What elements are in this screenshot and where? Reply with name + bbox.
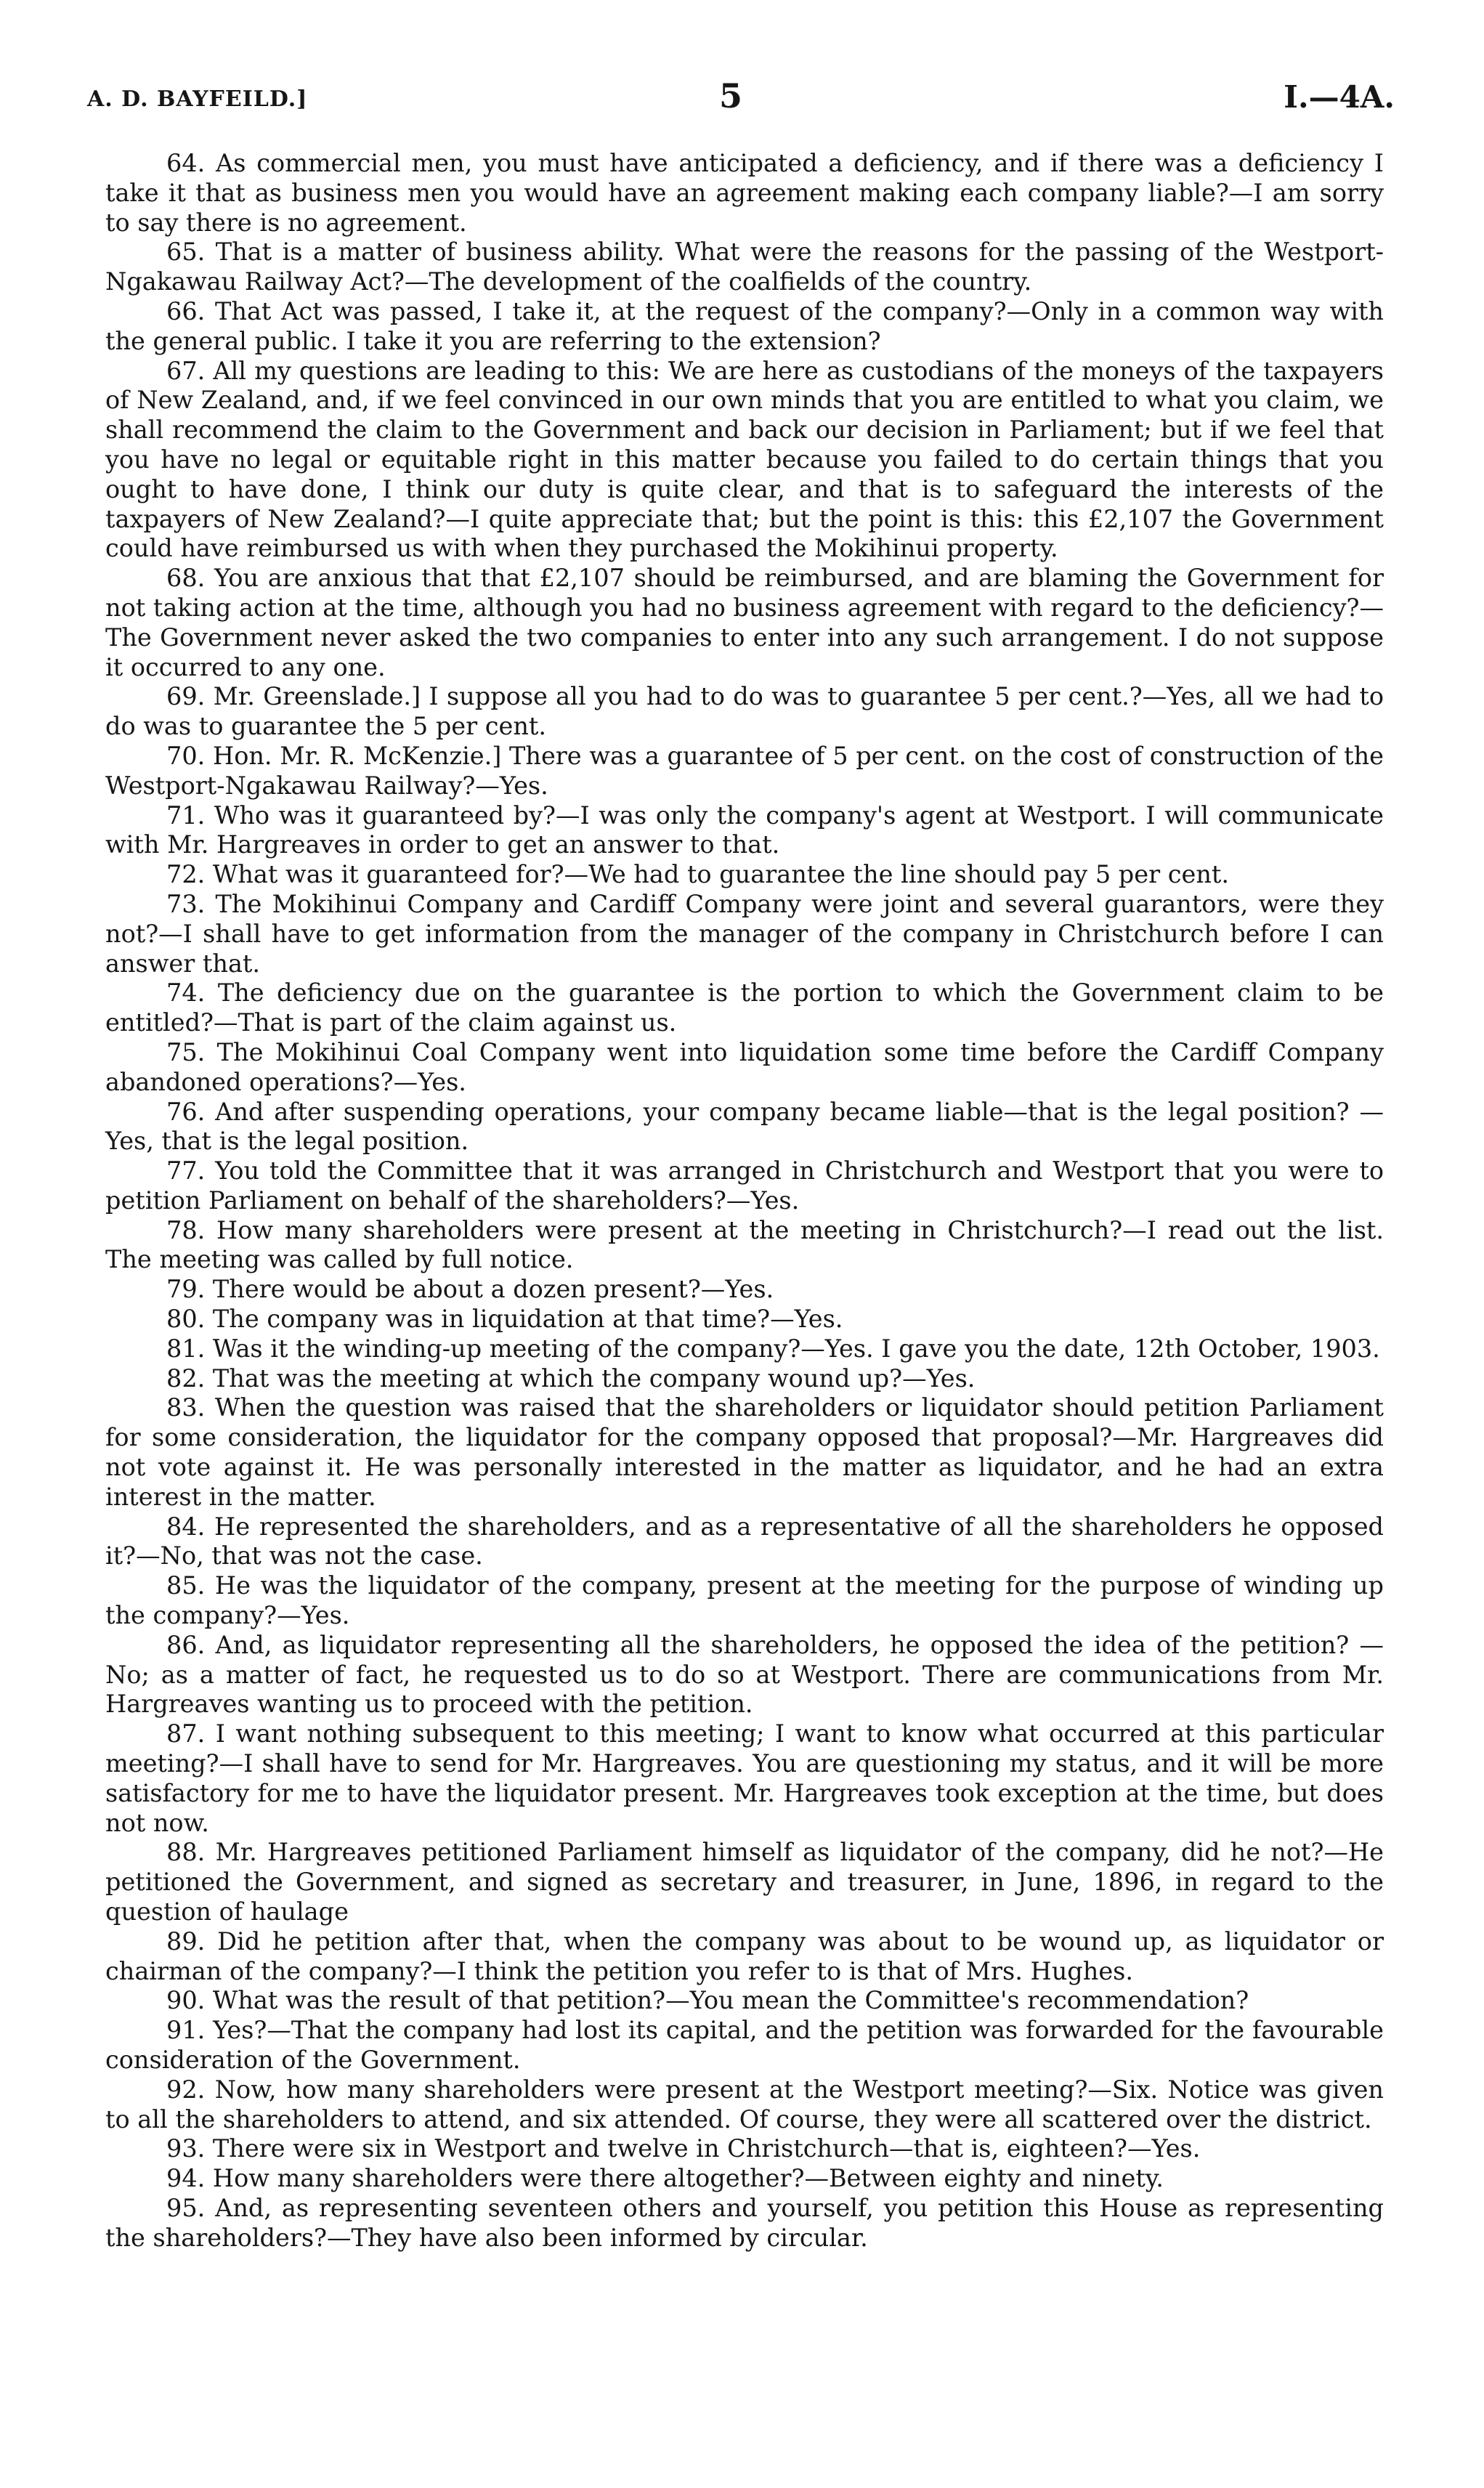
question-paragraph: 90. What was the result of that petition?—You mean the Committee's recommendation?: [166, 1986, 1249, 2015]
question-paragraph: 85. He was the liquidator of the company, present at the meeting for the purpose of winding up the company?—Yes.: [105, 1571, 1384, 1630]
question-paragraph: 74. The deficiency due on the guarantee is the portion to which the Government claim to be entitled?—That is part of the claim against us.: [105, 978, 1384, 1037]
question-paragraph: 92. Now, how many shareholders were present at the Westport meeting?—Six. Notice was given to all the shareholders to attend, and six attended. Of course, they were all scattered over the district.: [105, 2075, 1384, 2134]
question-paragraph: 83. When the question was raised that the shareholders or liquidator should petition Parliament for some consideration, the liquidator for the company opposed that proposal?—Mr. Hargreaves did not vote against it. He was personally interested in the matter as liquidator, and he had an extra interest in the matter.: [105, 1393, 1384, 1511]
question-paragraph: 72. What was it guaranteed for?—We had to guarantee the line should pay 5 per cent.: [166, 860, 1230, 889]
question-paragraph: 94. How many shareholders were there altogether?—Between eighty and ninety.: [166, 2164, 1164, 2193]
page-header: [87, 76, 1395, 127]
question-paragraph: 71. Who was it guaranteed by?—I was only the company's agent at Westport. I will communicate with Mr. Hargreaves in order to get an answer to that.: [105, 801, 1384, 859]
question-paragraph: 82. That was the meeting at which the company wound up?—Yes.: [166, 1363, 976, 1393]
question-paragraph: 79. There would be about a dozen present?—Yes.: [166, 1275, 774, 1304]
question-paragraph: 93. There were six in Westport and twelve in Christchurch—that is, eighteen?—Yes.: [166, 2134, 1201, 2163]
question-paragraph: 70. Hon. Mr. R. McKenzie.] There was a guarantee of 5 per cent. on the cost of construction of the Westport-Ngakawau Railway?—Yes.: [105, 741, 1384, 800]
question-paragraph: 75. The Mokihinui Coal Company went into liquidation some time before the Cardiff Company abandoned operations?—Yes.: [105, 1037, 1384, 1096]
question-paragraph: 89. Did he petition after that, when the company was about to be wound up, as liquidator or chairman of the company?—I think the petition you refer to is that of Mrs. Hughes.: [105, 1926, 1384, 1985]
question-paragraph: 91. Yes?—That the company had lost its capital, and the petition was forwarded for the favourable consideration of the Government.: [105, 2016, 1384, 2074]
question-paragraph: 65. That is a matter of business ability. What were the reasons for the passing of the Westport-Ngakawau Railway Act?—The development of the coalfields of the country.: [105, 238, 1384, 296]
question-paragraph: 69. Mr. Greenslade.] I suppose all you had to do was to guarantee 5 per cent.?—Yes, all we had to do was to guarantee the 5 per cent.: [105, 682, 1384, 741]
page-number: 5: [719, 76, 743, 116]
question-paragraph: 80. The company was in liquidation at that time?—Yes.: [166, 1305, 843, 1334]
question-paragraph: 77. You told the Committee that it was arranged in Christchurch and Westport that you were to petition Parliament on behalf of the shareholders?—Yes.: [105, 1156, 1384, 1215]
evidence-transcript: [105, 149, 1384, 2253]
question-paragraph: 76. And after suspending operations, your company became liable—that is the legal position? —Yes, that is the legal position.: [105, 1097, 1384, 1156]
question-paragraph: 81. Was it the winding-up meeting of the company?—Yes. I gave you the date, 12th October, 1903.: [166, 1334, 1380, 1363]
question-paragraph: 88. Mr. Hargreaves petitioned Parliament himself as liquidator of the company, did he not?—He petitioned the Government, and signed as secretary and treasurer, in June, 1896, in regard to the question of haulage: [105, 1838, 1384, 1926]
question-paragraph: 73. The Mokihinui Company and Cardiff Company were joint and several guarantors, were they not?—I shall have to get information from the manager of the company in Christchurch before I can answer that.: [105, 889, 1384, 978]
question-paragraph: 95. And, as representing seventeen others and yourself, you petition this House as representing the shareholders?—They have also been informed by circular.: [105, 2193, 1384, 2252]
question-paragraph: 68. You are anxious that that £2,107 should be reimbursed, and are blaming the Government for not taking action at the time, although you had no business agreement with regard to the deficiency?—The Government never asked the two companies to enter into any such arrangement. I do not suppose it occurred to any one.: [105, 564, 1384, 681]
question-paragraph: 64. As commercial men, you must have anticipated a deficiency, and if there was a deficiency I take it that as business men you would have an agreement making each company liable?—I am sorry to say there is no agreement.: [105, 149, 1384, 237]
question-paragraph: 78. How many shareholders were present at the meeting in Christchurch?—I read out the list. The meeting was called by full notice.: [105, 1215, 1384, 1274]
document-reference: I.—4A.: [1284, 79, 1395, 115]
question-paragraph: 67. All my questions are leading to this: We are here as custodians of the moneys of the taxpayers of New Zealand, and, if we feel convinced in our own minds that you are entitled to what you claim, we shall recommend the claim to the Government and back our decision in Parliament; but if we feel that you have no legal or equitable right in this matter because you failed to do certain things that you ought to have done, I think our duty is quite clear, and that is to safeguard the interests of the taxpayers of New Zealand?—I quite appreciate that; but the point is this: this £2,107 the Government could have reimbursed us with when they purchased the Mokihinui property.: [105, 356, 1384, 563]
question-paragraph: 87. I want nothing subsequent to this meeting; I want to know what occurred at this particular meeting?—I shall have to send for Mr. Hargreaves. You are questioning my status, and it will be more satisfactory for me to have the liquidator present. Mr. Hargreaves took exception at the time, but does not now.: [105, 1719, 1384, 1837]
question-paragraph: 66. That Act was passed, I take it, at the request of the company?—Only in a common way with the general public. I take it you are referring to the extension?: [105, 296, 1384, 355]
question-paragraph: 86. And, as liquidator representing all the shareholders, he opposed the idea of the petition? —No; as a matter of fact, he requested us to do so at Westport. There are communications from Mr. Hargreaves wanting us to proceed with the petition.: [105, 1630, 1384, 1719]
running-head-author: A. D. BAYFEILD.]: [87, 86, 308, 112]
question-paragraph: 84. He represented the shareholders, and as a representative of all the shareholders he opposed it?—No, that was not the case.: [105, 1512, 1384, 1571]
